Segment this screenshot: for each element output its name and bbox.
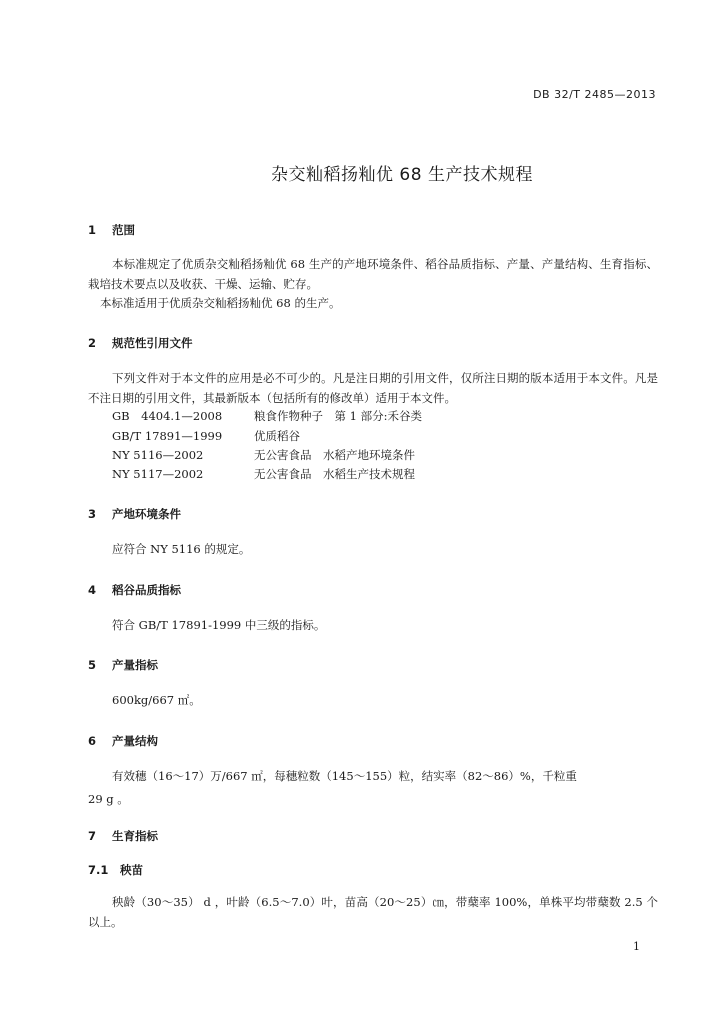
section-title: 生育指标: [112, 829, 159, 843]
section-number: 1: [88, 223, 97, 237]
reference-code: GB 4404.1—2008: [112, 409, 223, 423]
section-6-paragraph-2: 29 g 。: [88, 792, 129, 806]
section-number: 7: [88, 829, 97, 843]
section-number: 4: [88, 583, 97, 597]
section-6-heading: [88, 733, 158, 749]
section-3-paragraph: 应符合 NY 5116 的规定。: [112, 542, 251, 556]
section-title: 范围: [112, 223, 136, 237]
section-title: 产地环境条件: [112, 507, 182, 521]
section-number: 6: [88, 734, 97, 748]
section-number: 5: [88, 658, 97, 672]
section-1-paragraph-1: 本标准规定了优质杂交籼稻扬籼优 68 生产的产地环境条件、稻谷品质指标、产量、产量结构、生育指标、栽培技术要点以及收获、干燥、运输、贮存。: [88, 257, 658, 291]
reference-item: [112, 406, 422, 426]
section-number: 7.1: [88, 863, 109, 877]
reference-name: 无公害食品 水稻产地环境条件: [254, 448, 415, 462]
reference-name: 无公害食品 水稻生产技术规程: [254, 467, 415, 481]
reference-code: GB/T 17891—1999: [112, 429, 223, 443]
section-6-paragraph-1: 有效穗（16～17）万/667 ㎡，每穗粒数（145～155）粒，结实率（82～86）%，千粒重: [112, 769, 577, 783]
subsection-7-1-paragraph: 秧龄（30～35） d ，叶龄（6.5～7.0）叶，苗高（20～25）㎝，带蘖率 100%，单株平均带蘖数 2.5 个以上。: [88, 895, 658, 929]
reference-item: [112, 464, 415, 484]
section-2-heading: [88, 335, 193, 351]
page-number: 1: [633, 940, 640, 953]
reference-name: 优质稻谷: [254, 429, 300, 443]
reference-code: NY 5117—2002: [112, 467, 204, 481]
document-title: 杂交籼稻扬籼优 68 生产技术规程: [271, 165, 533, 185]
reference-name: 粮食作物种子 第 1 部分:禾谷类: [254, 409, 423, 423]
section-3-heading: [88, 506, 181, 522]
section-number: 3: [88, 507, 97, 521]
section-7-heading: [88, 828, 158, 844]
section-4-paragraph: 符合 GB/T 17891-1999 中三级的指标。: [112, 618, 326, 632]
section-title: 产量指标: [112, 658, 159, 672]
section-title: 秧苗: [120, 863, 144, 877]
standard-code: DB 32/T 2485—2013: [533, 88, 656, 101]
section-title: 产量结构: [112, 734, 159, 748]
section-title: 稻谷品质指标: [112, 583, 182, 597]
section-title: 规范性引用文件: [112, 336, 193, 350]
section-number: 2: [88, 336, 97, 350]
reference-item: [112, 426, 300, 446]
section-1-heading: [88, 222, 135, 238]
section-5-paragraph: 600kg/667 ㎡。: [112, 693, 201, 707]
section-1-paragraph-2: 本标准适用于优质杂交籼稻扬籼优 68 的生产。: [100, 296, 341, 310]
reference-item: [112, 445, 415, 465]
section-5-heading: [88, 657, 158, 673]
subsection-7-1-heading: [88, 862, 143, 878]
section-2-paragraph-1: 下列文件对于本文件的应用是必不可少的。凡是注日期的引用文件，仅所注日期的版本适用于本文件。凡是不注日期的引用文件，其最新版本（包括所有的修改单）适用于本文件。: [88, 371, 658, 405]
reference-code: NY 5116—2002: [112, 448, 204, 462]
section-4-heading: [88, 582, 181, 598]
